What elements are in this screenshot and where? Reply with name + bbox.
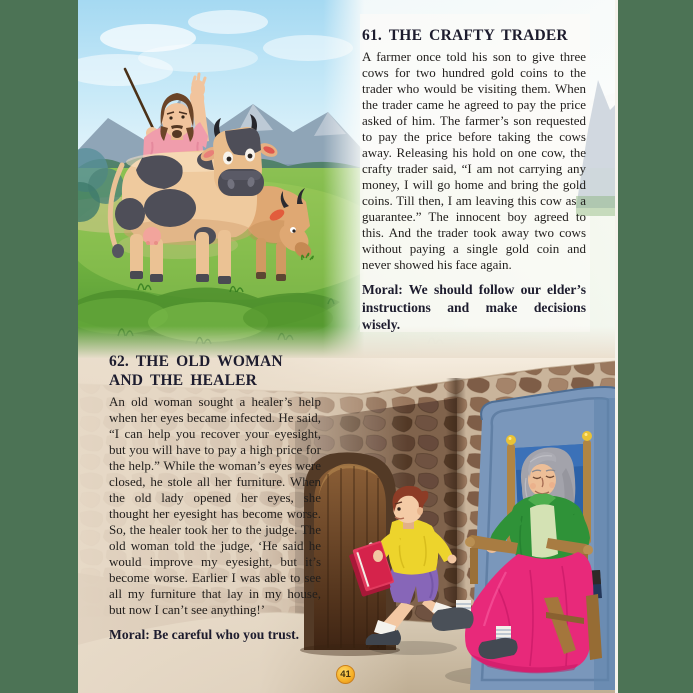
story-61: [362, 26, 586, 334]
story-61-title: 61. THE CRAFTY TRADER: [362, 27, 568, 44]
page-number-badge: [336, 665, 355, 684]
story-62-title: 62. THE OLD WOMAN AND THE HEALER: [109, 353, 283, 389]
story-61-body: A farmer once told his son to give three cows for two hundred gold coins to the trader who would be visiting them. When the trader came he agreed to pay the price asked of him. The farmer’s son requested to pay the price before taking the cows away. Releasing his hold on one cow, the crafty trader said, “I am not carrying any money, I will go home and bring the gold coins. Till then, I am leaving this cow as a guarantee.” The innocent boy agreed to this. And the trader took away two cows without paying a single gold coin and never showed his face again.: [362, 49, 586, 272]
story-62: [109, 352, 321, 644]
page-number: 41: [340, 669, 351, 680]
story-62-body: An old woman sought a healer’s help when her eyes became infected. He said, “I can help you recover your eyesight, but you will have to pay a high price for the help.” While the woman’s eyes were closed, he stole all her furniture. When the old lady opened her eyes, she thought her eyesight has become worse. So, the healer took her to the judge. The old woman told the judge, ‘He said he would improve my eyesight, but it’s become worse. Earlier I was able to see all my furniture that lay in my house, but now I can’t see anything!’: [109, 394, 321, 617]
story-61-moral: Moral: We should follow our elder’s instructions and make decisions wisely.: [362, 282, 586, 332]
story-62-moral: Moral: Be careful who you trust.: [109, 627, 300, 642]
book-page: [78, 0, 618, 693]
